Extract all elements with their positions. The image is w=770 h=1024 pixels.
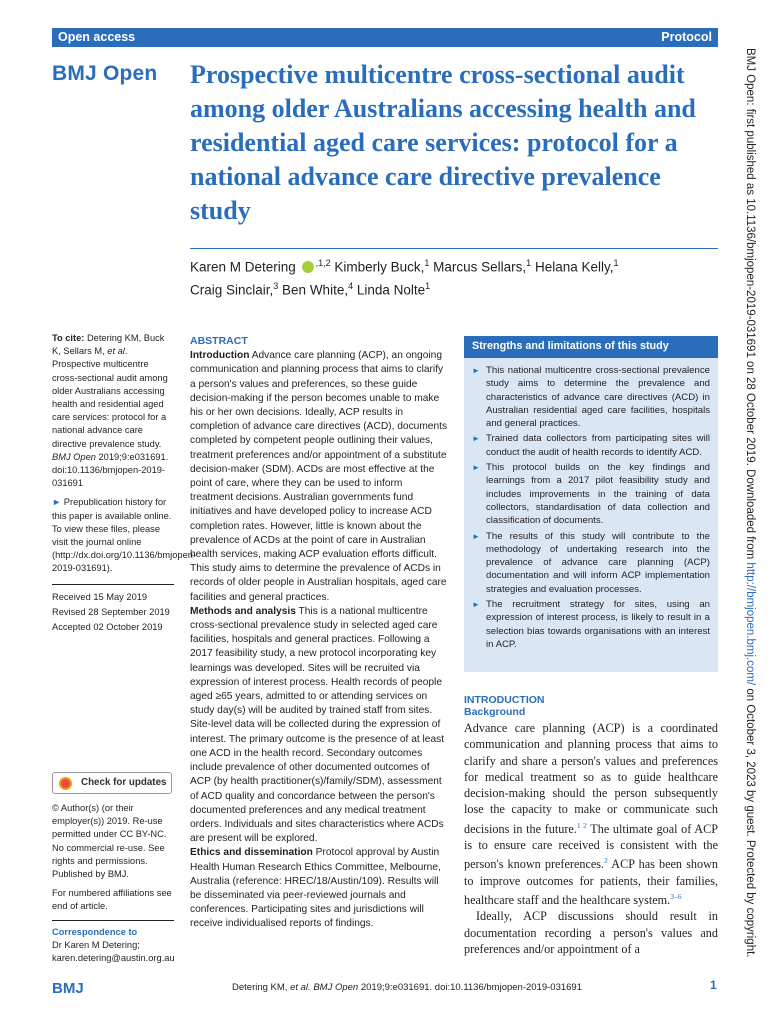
- journal-logo: BMJ Open: [52, 62, 158, 85]
- body-paragraph: Advance care planning (ACP) is a coordinated communication and planning process that aims to clarify and share a person's values and preferences for medical treatment so as to guide healthcare decision-making should the person subsequently lose the capacity to make or communicate such decisions in the future.$^{1 2}$ The ultimate goal of ACP is to ensure care received is consistent with the person's known preferences.$^2$ ACP has been shown to improve outcomes for patients, their families, healthcare staff and the healthcare system.$^{3-6}$: [464, 721, 719, 908]
- bullet-triangle-icon: ►: [472, 366, 480, 375]
- citation: To cite: Detering KM, Buck K, Sellars M, et al. Prospective multicentre cross-sectional audit among older Australians accessing health and residential aged care services: protocol for a national advance care directive prevalence study. BMJ Open 2019;9:e031691. doi:10.1136/bmjopen-2019-031691: [52, 333, 169, 489]
- author-name: Linda Nolte: [353, 282, 426, 297]
- reference-link[interactable]: 2: [604, 856, 608, 866]
- orcid-icon[interactable]: [302, 261, 314, 273]
- strengths-limitations-box: [464, 336, 718, 672]
- affiliation-sup: 1: [526, 258, 532, 268]
- bullet-triangle-icon: ►: [472, 531, 480, 541]
- affiliation-sup: 1: [425, 280, 431, 291]
- abstract-ethics: Ethics and dissemination Protocol approval by Austin Health Human Research Ethics Committee, Melbourne, Australia (reference: HREC/18/Austin/109). Results will be disseminated via peer-reviewed journals and conferences. Participating sites and jurisdictions will receive individualised reports of findings.: [190, 847, 441, 930]
- revised-date: Revised 28 September 2019: [52, 606, 170, 617]
- author-name: Kimberly Buck,: [330, 259, 425, 275]
- author-name: Craig Sinclair,: [190, 282, 274, 297]
- footer-logo: BMJ: [52, 980, 84, 997]
- author-name: Ben White,: [278, 282, 349, 297]
- copyright-note: © Author(s) (or their employer(s)) 2019. Re-use permitted under CC BY-NC. No commercial re-use. See rights and permissions. Published by BMJ.: [52, 803, 167, 880]
- abstract: [190, 334, 448, 932]
- affiliation-sup: ,1,2: [315, 258, 331, 268]
- box-list: [464, 358, 718, 651]
- box-heading: Strengths and limitations of this study: [464, 336, 718, 358]
- open-access-label: Open access: [58, 30, 136, 44]
- article-title: Prospective multicentre cross-sectional audit among older Australians accessing health and residential aged care services: protocol for a national advance care directive prevalence study: [190, 60, 696, 225]
- correspondence-heading: Correspondence to: [52, 920, 174, 939]
- list-item: ► This national multicentre cross-sectional prevalence study aims to determine the prevalence and characteristics of advance care directives (ACD) in Australian residential aged care facilities, hospitals and general practices.: [472, 365, 710, 430]
- list-item: ► This protocol builds on the key findings and learnings from a 2017 pilot feasibility study and includes improvements in the training of data collectors, standardisation of data collection and classification of documents.: [472, 462, 710, 527]
- reference-link[interactable]: 1 2: [576, 820, 587, 830]
- received-date: Received 15 May 2019: [52, 591, 148, 602]
- title-divider: [190, 248, 718, 249]
- journal-link[interactable]: http://bmjopen.bmj.com/: [744, 562, 756, 686]
- body-paragraph: Ideally, ACP discussions should result in documentation recording a person's values and preferences and/or appointment of a: [464, 909, 718, 957]
- list-item: ► The results of this study will contribute to the methodology of undertaking research into the prevalence of advance care planning (ACP) documentation and will inform ACP implementation strategies and evaluation processes.: [472, 530, 710, 595]
- correspondence-email[interactable]: karen.detering@austin.org.au: [52, 953, 175, 964]
- arrow-icon: ►: [52, 497, 62, 508]
- citation-sidebar: [52, 332, 197, 636]
- introduction-section: [464, 694, 718, 957]
- bullet-triangle-icon: ►: [472, 463, 480, 473]
- page-number: 1: [710, 978, 717, 992]
- author-list: [190, 254, 718, 299]
- list-item: ► Trained data collectors from participating sites will conduct the audit of health records to identify ACD.: [472, 433, 710, 458]
- bullet-triangle-icon: ►: [472, 600, 480, 610]
- introduction-heading: INTRODUCTION: [464, 694, 545, 706]
- affiliation-sup: 1: [424, 258, 430, 268]
- article-type-label: Protocol: [661, 30, 712, 44]
- author-name: Helana Kelly,: [531, 259, 614, 275]
- crossmark-icon: [59, 777, 72, 790]
- bullet-triangle-icon: ►: [472, 434, 480, 444]
- abstract-introduction: Introduction Advance care planning (ACP), an ongoing communication and planning process that aims to clarify a person's values and preferences, so these guide decision-making if the person becomes unable to make his or her own decisions. Ideally, ACP results in completion of advance care directives (ACD), documents completed by competent people outlining their values, treatment preferences and/or appointment of a substitute decision-maker (SDM). ACDs are most effective at the point of care, where they can be used to inform treatment decisions. Australian governments fund initiatives and have developed policy to increase ACD completion rates. However, little is known about the prevalence of ACDs at the point of care in Australian health services, making ACP evaluation efforts difficult. This study aims to determine the prevalence of ACDs in records of older people in Australian hospitals, aged care facilities and general practices.: [190, 350, 448, 603]
- affiliations-note: For numbered affiliations see end of article.: [52, 888, 172, 912]
- header-bar: [52, 28, 718, 47]
- affiliation-sup: 4: [348, 280, 354, 291]
- correspondence-name: Dr Karen M Detering;: [52, 939, 140, 950]
- abstract-methods: Methods and analysis This is a national multicentre cross-sectional prevalence study in selected aged care facilities, hospitals and general practices. Following a 2017 feasibility study, a new protocol incorporating key learnings was developed. Sites will be recruited via expression of interest process. Health records of people aged ≥65 years, admitted to or attending services on study day(s) will be audited by trained staff from sites. Site-level data will be collected during the expression of interest. The primary outcome is the presence of at least one ACD in the health record. Secondary outcomes include prevalence of other documented outcomes of ACP (by health practitioner(s)/family/SDM), assessment of ACD quality and concordance between the person's documented preferences and any medical treatment orders. Individuals and sites characteristics where ACDs are present will be explored.: [190, 605, 445, 845]
- download-notice: BMJ Open: first published as 10.1136/bmjopen-2019-031691 on 28 October 2019. Downloaded from http://bmjopen.bmj.com/ on October 3, 2023 by guest. Protected by copyright.: [744, 48, 756, 958]
- list-item: ► The recruitment strategy for sites, using an expression of interest process, is likely to result in a selection bias towards organisations with an interest in ACP.: [472, 599, 710, 650]
- check-updates-label: Check for updates: [81, 777, 167, 788]
- affiliation-sup: 3: [273, 280, 279, 291]
- check-updates-button[interactable]: [52, 772, 172, 794]
- accepted-date: Accepted 02 October 2019: [52, 622, 163, 633]
- footer-citation: Detering KM, et al. BMJ Open 2019;9:e031691. doi:10.1136/bmjopen-2019-031691: [232, 982, 582, 993]
- sidebar-notes: [52, 802, 174, 971]
- author-name: Marcus Sellars,: [429, 259, 527, 275]
- affiliation-sup: 1: [613, 258, 619, 268]
- reference-link[interactable]: 3–6: [670, 892, 682, 902]
- prepublication-note: ► Prepublication history for this paper is available online. To view these files, please visit the journal online (http://dx.doi.org/10.1136/bmjopen-2019-031691).: [52, 497, 197, 574]
- author-name: Karen M Detering: [190, 259, 296, 275]
- article-dates: [52, 584, 174, 635]
- background-heading: Background: [464, 706, 526, 718]
- abstract-heading: ABSTRACT: [190, 335, 248, 347]
